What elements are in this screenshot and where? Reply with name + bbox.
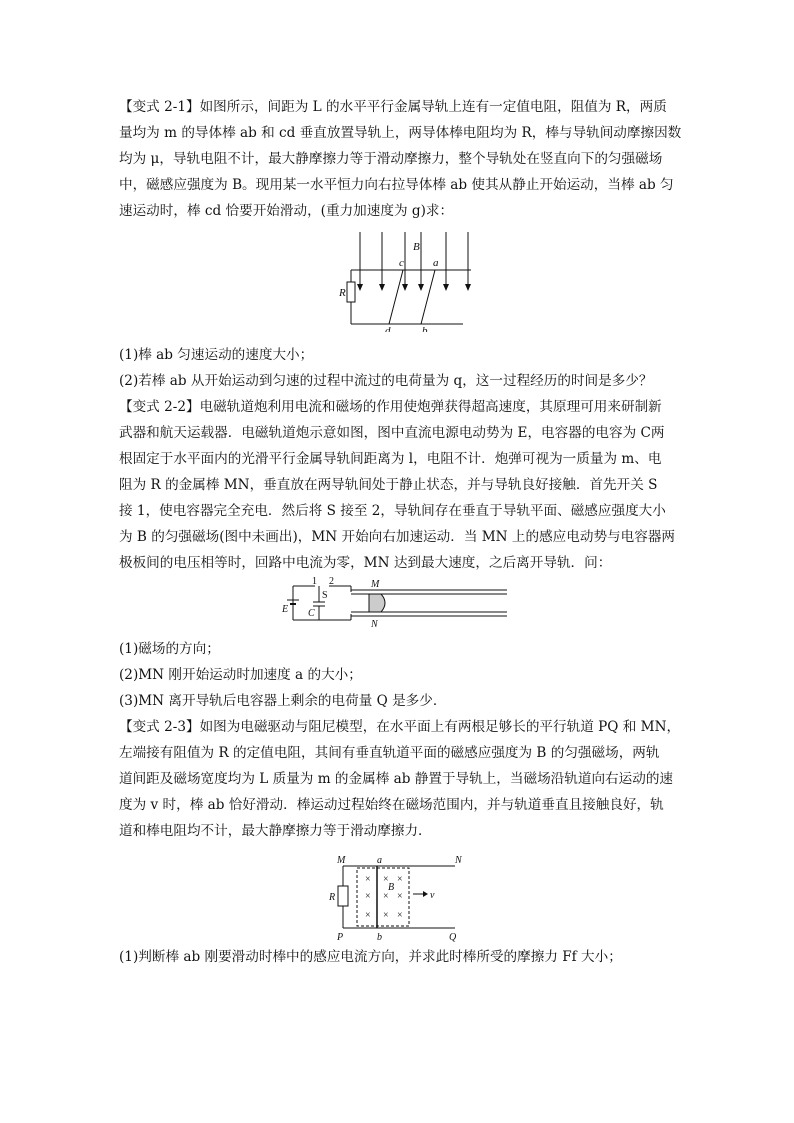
question-1: (1)磁场的方向； bbox=[119, 641, 220, 657]
arrow-head bbox=[379, 284, 385, 291]
arrow-head bbox=[465, 284, 471, 291]
figure-2-1-rails-diagram bbox=[119, 224, 679, 332]
projectile-MN bbox=[369, 594, 385, 612]
text-line: 道和棒电阻均不计，最大静摩擦力等于滑动摩擦力． bbox=[119, 823, 432, 839]
label-S: S bbox=[322, 590, 328, 601]
problem-2-2-questions bbox=[119, 636, 679, 714]
problem-2-3-questions bbox=[119, 944, 679, 970]
label-b: b bbox=[377, 932, 382, 943]
text-line: 根固定于水平面内的光滑平行金属导轨间距离为 l，电阻不计．炮弹可视为一质量为 m、电 bbox=[119, 451, 662, 467]
figure-2-3-svg bbox=[119, 854, 679, 944]
question-1: (1)棒 ab 匀速运动的速度大小； bbox=[119, 347, 314, 363]
cross-mark: × bbox=[397, 910, 403, 921]
label-a: a bbox=[377, 855, 382, 866]
text-line: 阻为 R 的金属棒 MN，垂直放在两导轨间处于静止状态，并与导轨良好接触．首先开关 S bbox=[119, 477, 658, 493]
text-line: 武器和航天运载器．电磁轨道炮示意如图，图中直流电源电动势为 E，电容器的电容为 C两 bbox=[119, 425, 665, 441]
resistor-symbol bbox=[347, 282, 355, 302]
label-P: P bbox=[337, 932, 344, 943]
cross-mark: × bbox=[383, 891, 389, 902]
text-line: 道间距及磁场宽度均为 L 质量为 m 的金属棒 ab 静置于导轨上，当磁场沿轨道向右运动的速 bbox=[119, 771, 674, 787]
problem-2-1-text bbox=[119, 94, 682, 224]
figure-2-2-railgun-diagram bbox=[119, 576, 679, 630]
question-1: (1)判断棒 ab 刚要滑动时棒中的感应电流方向，并求此时棒所受的摩擦力 Ff 大小； bbox=[119, 949, 622, 965]
text-line: 均为 μ，导轨电阻不计，最大静摩擦力等于滑动摩擦力，整个导轨处在竖直向下的匀强磁场 bbox=[119, 151, 663, 167]
label-c: c bbox=[399, 257, 404, 269]
text-line: 速运动时，棒 cd 恰要开始滑动，(重力加速度为 g)求： bbox=[119, 203, 454, 219]
cross-mark: × bbox=[365, 910, 371, 921]
label-R: R bbox=[329, 892, 336, 903]
cross-mark: × bbox=[397, 891, 403, 902]
label-R: R bbox=[339, 287, 346, 299]
text-line: 量均为 m 的导体棒 ab 和 cd 垂直放置导轨上，两导体棒电阻均为 R，棒与导轨间动摩擦因数 bbox=[119, 125, 682, 141]
rod-ab bbox=[421, 270, 435, 324]
text-line: 左端接有阻值为 R 的定值电阻，其间有垂直轨道平面的磁感应强度为 B 的匀强磁场，两轨 bbox=[119, 745, 660, 761]
arrow-head bbox=[418, 284, 424, 291]
label-M: M bbox=[371, 579, 380, 590]
cross-mark: × bbox=[365, 874, 371, 885]
label-d: d bbox=[385, 325, 391, 332]
figure-2-3-damping-diagram bbox=[119, 854, 679, 944]
label-Q: Q bbox=[449, 932, 457, 943]
label-M: M bbox=[337, 855, 346, 866]
label-N: N bbox=[455, 855, 462, 866]
label-N: N bbox=[371, 619, 378, 630]
rod-cd bbox=[389, 270, 403, 324]
cross-mark: × bbox=[365, 891, 371, 902]
label-E: E bbox=[282, 604, 289, 615]
label-a: a bbox=[433, 257, 439, 269]
question-2: (2)MN 刚开始运动时加速度 a 的大小； bbox=[119, 667, 362, 683]
text-line: 【变式 2-2】电磁轨道炮利用电流和磁场的作用使炮弹获得超高速度，其原理可用来研制新 bbox=[119, 399, 662, 415]
label-C: C bbox=[308, 608, 315, 619]
problem-2-2-text bbox=[119, 394, 679, 576]
question-3: (3)MN 离开导轨后电容器上剩余的电荷量 Q 是多少． bbox=[119, 693, 447, 709]
text-line: 接 1，使电容器完全充电．然后将 S 接至 2，导轨间存在垂直于导轨平面、磁感应强度大小 bbox=[119, 503, 666, 519]
question-2: (2)若棒 ab 从开始运动到匀速的过程中流过的电荷量为 q，这一过程经历的时间是多少？ bbox=[119, 373, 653, 389]
arrow-head bbox=[423, 891, 428, 897]
text-line: 中，磁感应强度为 B。现用某一水平恒力向右拉导体棒 ab 使其从静止开始运动，当棒 ab 匀 bbox=[119, 177, 674, 193]
resistor-symbol bbox=[338, 886, 348, 906]
text-line: 为 B 的匀强磁场(图中未画出)，MN 开始向右加速运动．当 MN 上的感应电动势与电容器两 bbox=[119, 529, 676, 545]
problem-2-3-text bbox=[119, 714, 679, 844]
arrow-head bbox=[357, 284, 363, 291]
cross-mark: × bbox=[397, 874, 403, 885]
cross-mark: × bbox=[383, 910, 389, 921]
label-b: b bbox=[422, 325, 428, 332]
figure-2-1-svg bbox=[119, 224, 679, 332]
problem-2-1-questions bbox=[119, 342, 679, 394]
label-switch-2: 2 bbox=[329, 576, 334, 587]
text-line: 极板间的电压相等时，回路中电流为零，MN 达到最大速度，之后离开导轨．问： bbox=[119, 555, 612, 571]
label-B: B bbox=[388, 882, 395, 893]
text-line: 【变式 2-1】如图所示，间距为 L 的水平平行金属导轨上连有一定值电阻，阻值为 R，两质 bbox=[119, 99, 667, 115]
arrow-head bbox=[443, 284, 449, 291]
label-switch-1: 1 bbox=[312, 576, 317, 587]
worksheet-page bbox=[119, 94, 682, 970]
label-v: v bbox=[430, 890, 435, 901]
cross-mark: × bbox=[383, 874, 389, 885]
arrow-head bbox=[402, 284, 408, 291]
text-line: 【变式 2-3】如图为电磁驱动与阻尼模型，在水平面上有两根足够长的平行轨道 PQ 和 MN， bbox=[119, 719, 681, 735]
label-B: B bbox=[413, 241, 420, 253]
figure-2-2-svg bbox=[119, 576, 679, 630]
text-line: 度为 v 时，棒 ab 恰好滑动．棒运动过程始终在磁场范围内，并与轨道垂直且接触良好，轨 bbox=[119, 797, 664, 813]
